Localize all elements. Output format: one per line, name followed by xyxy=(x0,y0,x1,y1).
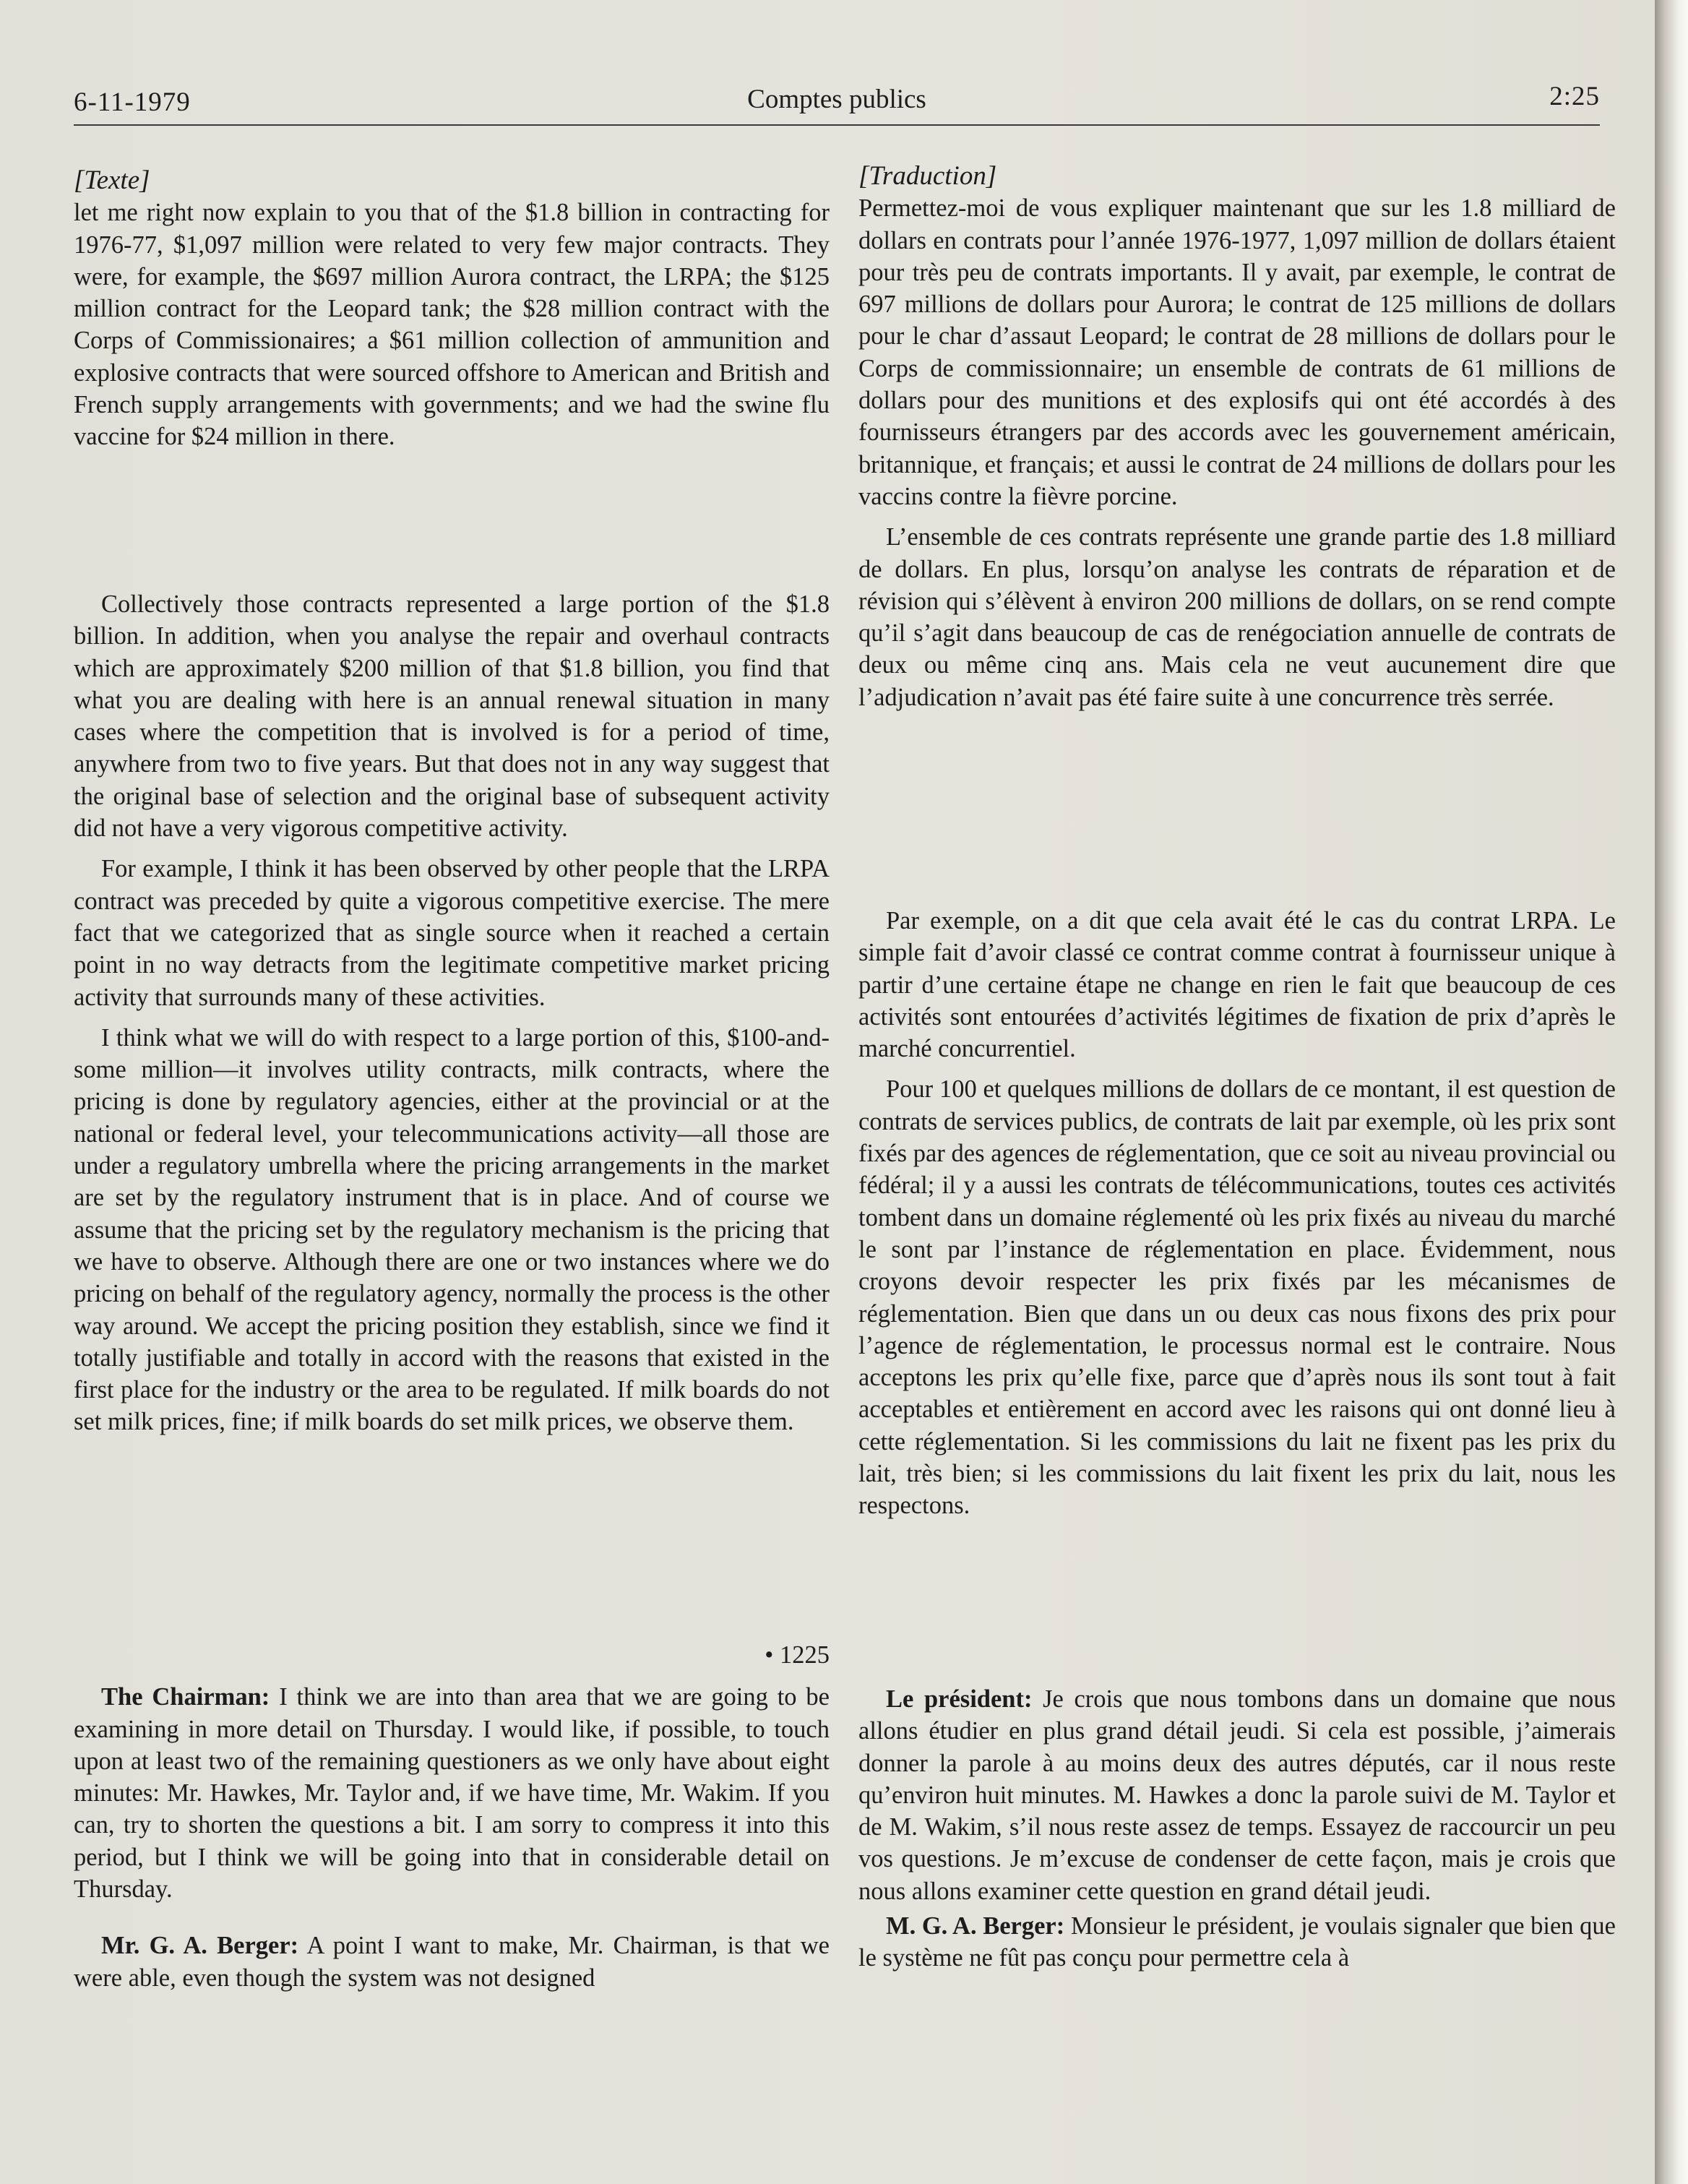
running-header xyxy=(74,81,1600,124)
header-date: 6-11-1979 xyxy=(74,87,191,117)
header-title: Comptes publics xyxy=(747,85,926,114)
left-block-3 xyxy=(74,1639,830,1994)
right-paragraph-3: Par exemple, on a dit que cela avait été le cas du contrat LRPA. Le simple fait d’avoir classé ce contrat comme contrat à fournisseur unique à partir d’une certaine étape ne change en rien le fait que beaucoup de ces activités sont entourées d’activités légitimes de fixation de prix d’après le marché concurrentiel. xyxy=(858,907,1616,1063)
left-label: [Texte] xyxy=(74,165,150,195)
left-paragraph-6 xyxy=(74,1930,830,1994)
header-rule xyxy=(74,124,1600,126)
speaker-chairman: The Chairman: xyxy=(101,1683,270,1711)
page-edge-shadow xyxy=(1655,0,1688,2184)
left-block-1 xyxy=(74,165,830,453)
right-block-2 xyxy=(858,905,1616,1522)
right-paragraph-5-text: Je crois que nous tombons dans un domaine que nous allons étudier en plus grand détail jeudi. Si cela est possible, j’aimerais donner la parole à au moins deux des autres députés, car il nous reste qu’environ huit minutes. M. Hawkes a donc la parole suivi de M. Taylor et de M. Wakim, s’il nous reste assez de temps. Essayez de raccourcir un peu vos questions. Je m’excuse de condenser de cette façon, mais je crois que nous allons examiner cette question en grand détail jeudi. xyxy=(858,1685,1616,1905)
right-paragraph-2: L’ensemble de ces contrats représente une grande partie des 1.8 milliard de dollars. En plus, lorsqu’on analyse les contrats de réparation et de révision qui s’élèvent à environ 200 millions de dollars, on se rend compte qu’il s’agit dans beaucoup de cas de renégociation annuelle de contrats de deux ou même cinq ans. Mais cela ne veut aucunement dire que l’adjudication n’avait pas été faire suite à une concurrence très serrée. xyxy=(858,523,1616,711)
speaker-berger-fr: M. G. A. Berger: xyxy=(886,1912,1065,1940)
speaker-president: Le président: xyxy=(886,1685,1033,1713)
left-block-2 xyxy=(74,588,830,1438)
speaker-berger: Mr. G. A. Berger: xyxy=(101,1932,299,1960)
right-paragraph-5 xyxy=(858,1683,1616,1907)
right-block-1 xyxy=(858,160,1616,713)
time-marker: • 1225 xyxy=(765,1641,830,1669)
right-paragraph-6-text: Monsieur le président, je voulais signaler que bien que le système ne fût pas conçu pour permettre cela à xyxy=(858,1912,1616,1972)
left-paragraph-5-text: I think we are into than area that we are going to be examining in more detail on Thursday. I would like, if possible, to touch upon at least two of the remaining questioners as we only have about eight minutes: Mr. Hawkes, Mr. Taylor and, if we have time, Mr. Wakim. If you can, try to shorten the questions a bit. I am sorry to compress it into this period, but I think we will be going into that in considerable detail on Thursday. xyxy=(74,1683,830,1904)
header-page-number: 2:25 xyxy=(1549,82,1600,111)
left-paragraph-4: I think what we will do with respect to a large portion of this, $100-and-some million—it involves utility contracts, milk contracts, where the pricing is done by regulatory agencies, either at the provincial or at the national or federal level, your telecommunications activity—all those are under a regulatory umbrella where the pricing arrangements in the market are set by the regulatory instrument that is in place. And of course we assume that the pricing set by the regulatory mechanism is the pricing that we have to observe. Although there are one or two instances where we do pricing on behalf of the regulatory agency, normally the process is the other way around. We accept the pricing position they establish, since we find it totally justifiable and totally in accord with the reasons that existed in the first place for the industry or the area to be regulated. If milk boards do not set milk prices, fine; if milk boards do set milk prices, we observe them. xyxy=(74,1023,830,1436)
right-block-3 xyxy=(858,1683,1616,1974)
right-paragraph-4: Pour 100 et quelques millions de dollars de ce montant, il est question de contrats de services publics, de contrats de lait par exemple, où les prix sont fixés par des agences de réglementation, que ce soit au niveau provincial ou fédéral; il y a aussi les contrats de télécommunications, toutes ces activités tombent dans un domaine réglementé où les prix fixés au niveau du marché le sont par l’instance de réglementation en place. Évidemment, nous croyons devoir respecter les prix fixés par les mécanismes de réglementation. Bien que dans un ou deux cas nous fixons des prix pour l’agence de réglementation, le processus normal est le contraire. Nous acceptons les prix qu’elle fixe, parce que d’après nous ils sont tout à fait acceptables et entièrement en accord avec les raisons qui ont donné lieu à cette réglementation. Si les commissions du lait ne fixent pas les prix du lait, très bien; si les commissions du lait fixent les prix du lait, nous les respectons. xyxy=(858,1075,1616,1520)
left-paragraph-1: let me right now explain to you that of the $1.8 billion in contracting for 1976-77, $1,097 million were related to very few major contracts. They were, for example, the $697 million Aurora contract, the LRPA; the $125 million contract for the Leopard tank; the $28 million contract with the Corps of Commissionaires; a $61 million collection of ammunition and explosive contracts that were sourced offshore to American and British and French supply arrangements with governments; and we had the swine flu vaccine for $24 million in there. xyxy=(74,199,830,451)
left-paragraph-5 xyxy=(74,1681,830,1905)
left-paragraph-3: For example, I think it has been observed by other people that the LRPA contract was preceded by quite a vigorous competitive exercise. The mere fact that we categorized that as single source when it reached a certain point in no way detracts from the legitimate competitive market pricing activity that surrounds many of these activities. xyxy=(74,855,830,1011)
right-paragraph-6 xyxy=(858,1910,1616,1974)
left-paragraph-6-text: A point I want to make, Mr. Chairman, is that we were able, even though the system was not designed xyxy=(74,1932,830,1992)
right-label: [Traduction] xyxy=(858,161,997,191)
right-paragraph-1: Permettez-moi de vous expliquer maintenant que sur les 1.8 milliard de dollars en contrats pour l’année 1976-1977, 1,097 million de dollars étaient pour très peu de contrats importants. Il y avait, par exemple, le contrat de 697 millions de dollars pour Aurora; le contrat de 125 millions de dollars pour le char d’assaut Leopard; le contrat de 28 millions de dollars pour le Corps de commissionnaire; un ensemble de contrats de 61 millions de dollars pour des munitions et des explosifs qui ont été accordés à des fournisseurs étrangers par des accords avec les gouvernement américain, britannique, et français; et aussi le contrat de 24 millions de dollars pour les vaccins contre la fièvre porcine. xyxy=(858,194,1616,510)
left-paragraph-2: Collectively those contracts represented a large portion of the $1.8 billion. In addition, when you analyse the repair and overhaul contracts which are approximately $200 million of that $1.8 billion, you find that what you are dealing with here is an annual renewal situation in many cases where the competition that is involved is for a period of time, anywhere from two to five years. But that does not in any way suggest that the original base of selection and the original base of subsequent activity did not have a very vigorous competitive activity. xyxy=(74,590,830,843)
